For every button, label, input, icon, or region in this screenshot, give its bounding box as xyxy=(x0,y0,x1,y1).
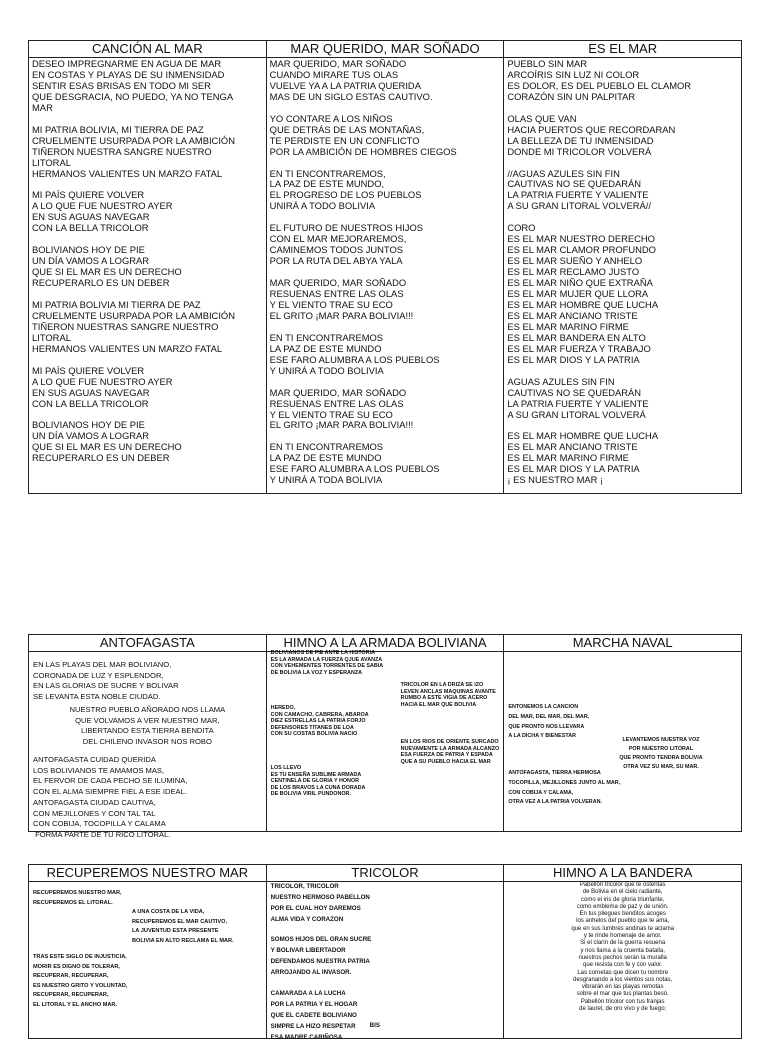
recuperemos-verse-2: A UNA COSTA DE LA VIDA, RECUPEREMOS EL MAR CAUTIVO, LA JUVENTUD ESTA PRESENTE BOLIVIA EN ALTO RECLAMA EL MAR. xyxy=(132,909,234,944)
header-antofagasta: ANTOFAGASTA xyxy=(29,635,267,651)
es-el-mar-lyrics: PUEBLO SIN MAR ARCOÍRIS SIN LUZ NI COLOR ES DOLOR, ES DEL PUEBLO EL CLAMOR CORAZÓN SIN UN PALPITAR OLAS QUE VAN HACIA PUERTOS QUE RECORDARAN LA BELLEZA DE TU INMENSIDAD DONDE MI TRICOLOR VOLVERÁ //AGUAS AZULES SIN FIN CAUTIVAS NO SE QUEDARÁN LA PATRIA FUERTE Y VALIENTE A SU GRAN LITORAL VOLVERÁ// CORO ES EL MAR NUESTRO DERECHO ES EL MAR CLAMOR PROFUNDO ES EL MAR SUEÑO Y ANHELO ES EL MAR RECLAMO JUSTO ES EL MAR NIÑO QUE EXTRAÑA ES EL MAR MUJER QUE LLORA ES EL MAR HOMBRE QUE LUCHA ES EL MAR ANCIANO TRISTE ES EL MAR MARINO FIRME ES EL MAR BANDERA EN ALTO ES EL MAR FUERZA Y TRABAJO ES EL MAR DIOS Y LA PATRIA AGUAS AZULES SIN FIN CAUTIVAS NO SE QUEDARÁN LA PATRIA FUERTE Y VALIENTE A SU GRAN LITORAL VOLVERÁ ES EL MAR HOMBRE QUE LUCHA ES EL MAR ANCIANO TRISTE ES EL MAR MARINO FIRME ES EL MAR DIOS Y LA PATRIA ¡ ES NUESTRO MAR ¡ xyxy=(507,58,692,486)
header-cancion-al-mar: CANCIÓN AL MAR xyxy=(29,41,267,57)
armada-verse-1: BOLIVIANOS DE PIE ANTE LA HISTORIA ES LA ARMADA LA FUERZA QJUE AVANZA CON VEHEMENTES TORRENTES DE SABIA DE BOLIVIA LA VOZ Y ESPERANZA xyxy=(270,650,384,676)
header-recuperemos: RECUPEREMOS NUESTRO MAR xyxy=(29,865,267,881)
armada-verse-3: HEREDO. CON CAMACHO, CABRERA, ABAROA DIEZ ESTRELLAS LA PATRIA FORJO DEFENSORES TITANES DE LOA CON SU COSTAS BOLIVIA NACIO xyxy=(270,705,369,738)
recuperemos-verse-3: TRAS ESTE SIGLO DE INJUSTICIA, MORIR ES DIGNO DE TOLERAR, RECUPERAR, RECUPERAR, ES NUESTRO GRITO Y VOLUNTAD, RECUPERAR, RECUPERAR, EL LITORAL Y EL ANCHO MAR. xyxy=(33,954,128,1008)
header-himno-bandera: HIMNO A LA BANDERA xyxy=(552,865,693,880)
recuperemos-lyrics xyxy=(29,882,267,1039)
antofagasta-lyrics xyxy=(29,652,267,839)
table3-body-row xyxy=(29,882,741,1039)
armada-verse-4: EN LOS RIOS DE ORIENTE SURCADO NUEVAMENTE LA ARMADA ALCANZO ESA FUERZA DE PATRIA Y ESPADA QUE A SU PUEBLO HACIA EL MAR xyxy=(400,739,500,765)
header-marcha-naval: MARCHA NAVAL xyxy=(572,635,673,650)
lyrics-table-1 xyxy=(28,40,742,494)
himno-armada-lyrics xyxy=(267,652,505,832)
header-tricolor: TRICOLOR xyxy=(267,865,505,881)
tricolor-verse-1: TRICOLOR, TRICOLOR NUESTRO HERMOSO PABELLON POR EL CUAL HOY DAREMOS ALMA VIDA Y CORAZON xyxy=(270,883,370,923)
marcha-naval-lyrics xyxy=(504,652,741,832)
armada-verse-5: LOS LLEVO ES TU ENSEÑA SUBLIME ARMADA CENTINELA DE GLORIA Y HONOR DE LOS BRAVOS LA CUNA DORADA DE BOLIVIA VIRIL PUNDONOR. xyxy=(270,765,366,798)
table2-body-row xyxy=(29,650,741,839)
armada-verse-2: TRICOLOR EN LA DRIZA SE IZO LEVEN ANCLAS MAQUINAS AVANTE RUMBO A ESTE VIGIA DE ACERO HACIA EL MAR QUE BOLIVIA xyxy=(400,682,496,708)
table1-body-row xyxy=(29,58,741,494)
mar-querido-lyrics: MAR QUERIDO, MAR SOÑADO CUANDO MIRARE TUS OLAS VUELVE YA A LA PATRIA QUERIDA MAS DE UN SIGLO ESTAS CAUTIVO. YO CONTARE A LOS NIÑOS QUE DETRÁS DE LAS MONTAÑAS, TE PERDISTE EN UN CONFLICTO POR LA AMBICIÓN DE HOMBRES CIEGOS EN TI ENCONTRAREMOS, LA PAZ DE ESTE MUNDO, EL PROGRESO DE LOS PUEBLOS UNIRÁ A TODO BOLIVIA EL FUTURO DE NUESTROS HIJOS CON EL MAR MEJORAREMOS, CAMINEMOS TODOS JUNTOS POR LA RUTA DEL ABYA YALA MAR QUERIDO, MAR SOÑADO RESUENAS ENTRE LAS OLAS Y EL VIENTO TRAE SU ECO EL GRITO ¡MAR PARA BOLIVIA!!! EN TI ENCONTRAREMOS LA PAZ DE ESTE MUNDO ESE FARO ALUMBRA A LOS PUEBLOS Y UNIRÁ A TODO BOLIVIA MAR QUERIDO, MAR SOÑADO RESUENAS ENTRE LAS OLAS Y EL VIENTO TRAE SU ECO EL GRITO ¡MAR PARA BOLIVIA!!! EN TI ENCONTRAREMOS LA PAZ DE ESTE MUNDO ESE FARO ALUMBRA A LOS PUEBLOS Y UNIRÁ A TODA BOLIVIA xyxy=(267,58,505,494)
table3-header-row xyxy=(29,865,741,882)
marcha-verse-2: LEVANTEMOS NUESTRA VOZ POR NUESTRO LITORAL QUE PRONTO TENDRA BOLIVIA OTRA VEZ SU MAR, SU MAR. xyxy=(619,737,703,770)
antofagasta-verse-4: ANTOFAGASTA CIUDAD CAUTIVA, CON MEJILLONES Y CON TAL TAL CON COBIJA, TOCOPILLA Y CALAMA FORMA PARTE DE TU RICO LITORAL. xyxy=(33,798,171,839)
himno-bandera-text: Pabellón tricolor que te ostentas de Bolivia en el cielo radiante, como el iris de gloria triunfante, como emblema de paz y de unión. En tus pliegues benditos acoges los anhelos del pueblo que te ama, que en sus lumbres andinas te aclama y te rinde homenaje de amor. Si el clarín de la guerra resuena y nos llama a la cruenta batalla, nuestros pechos serán la muralla que resista con fe y con valor. Las cornetas que dicen tu nombre desgranando a los vientos sus notas, vibrarán en las playas remotas sobre el mar que tus plantas besó. Pabellón tricolor con tus franjas de laurel, de oro vivo y de fuego; xyxy=(571,882,675,1013)
antofagasta-verse-1: EN LAS PLAYAS DEL MAR BOLIVIANO, CORONADA DE LUZ Y ESPLENDOR, EN LAS GLORIAS DE SUCRE Y BOLIVAR SE LEVANTA ESTA NOBLE CIUDAD. xyxy=(33,660,179,701)
himno-bandera-lyrics xyxy=(504,882,741,1039)
tricolor-bis-label: BIS xyxy=(369,1022,380,1029)
table1-header-row xyxy=(29,41,741,58)
lyrics-table-2 xyxy=(28,634,742,839)
cancion-al-mar-lyrics: DESEO IMPREGNARME EN AGUA DE MAR EN COSTAS Y PLAYAS DE SU INMENSIDAD SENTIR ESAS BRISAS EN TODO MI SER QUE DESGRACIA, NO PUEDO, YA NO TENGA MAR MI PATRIA BOLIVIA, MI TIERRA DE PAZ CRUELMENTE USURPADA POR LA AMBICIÓN TIÑERON NUESTRA SANGRE NUESTRO LITORAL HERMANOS VALIENTES UN MARZO FATAL MI PAÍS QUIERE VOLVER A LO QUE FUE NUESTRO AYER EN SUS AGUAS NAVEGAR CON LA BELLA TRICOLOR BOLIVIANOS HOY DE PIE UN DÍA VAMOS A LOGRAR QUE SI EL MAR ES UN DERECHO RECUPERARLO ES UN DEBER MI PATRIA BOLIVIA MI TIERRA DE PAZ CRUELMENTE USURPADA POR LA AMBICIÓN TIÑERON NUESTRAS SANGRE NUESTRO LITORAL HERMANOS VALIENTES UN MARZO FATAL MI PAÍS QUIERE VOLVER A LO QUE FUE NUESTRO AYER EN SUS AGUAS NAVEGAR CON LA BELLA TRICOLOR BOLIVIANOS HOY DE PIE UN DÍA VAMOS A LOGRAR QUE SI EL MAR ES UN DERECHO RECUPERARLO ES UN DEBER xyxy=(29,58,267,494)
lyrics-table-3 xyxy=(28,864,742,1039)
antofagasta-verse-3: ANTOFAGASTA CUIDAD QUERIDA LOS BOLIVIANOS TE AMAMOS MAS, EL FERVOR DE CADA PECHO SE ILUMINA, CON EL ALMA SIEMPRE FIEL A ESE IDEAL. xyxy=(33,755,188,796)
antofagasta-verse-2: NUESTRO PUEBLO AÑORADO NOS LLAMA QUE VOLVAMOS A VER NUESTRO MAR, LIBERTANDO ESTA TIERRA BENDITA DEL CHILENO INVASOR NOS ROBO xyxy=(69,705,226,746)
header-himno-armada: HIMNO A LA ARMADA BOLIVIANA xyxy=(267,635,505,651)
tricolor-verse-2: SOMOS HIJOS DEL GRAN SUCRE Y BOLIVAR LIBERTADOR DEFENDAMOS NUESTRA PATRIA ARROJANDO AL INVASOR. xyxy=(270,936,372,976)
header-mar-querido: MAR QUERIDO, MAR SOÑADO xyxy=(267,41,505,57)
tricolor-verse-3: CAMARADA A LA LUCHA POR LA PATRIA Y EL HOGAR QUE EL CADETE BOLIVIANO SIMPRE LA HIZO RESPETAR ESA MADRE CARIÑOSA xyxy=(270,990,358,1041)
marcha-verse-3: ANTOFAGASTA, TIERRA HERMOSA TOCOPILLA, MEJILLONES JUNTO AL MAR, CON COBIJA Y CALAMA, OTRA VEZ A LA PATRIA VOLVERAN. xyxy=(508,770,621,806)
marcha-verse-1: ENTONEMOS LA CANCION DEL MAR, DEL MAR, DEL MAR, QUE PRONTO NOS LLEVARA A LA DICHA Y BIENESTAR xyxy=(508,704,590,740)
recuperemos-verse-1: RECUPEREMOS NUESTRO MAR, RECUPEREMOS EL LITORAL. xyxy=(33,890,122,906)
tricolor-lyrics xyxy=(267,882,505,1039)
header-es-el-mar: ES EL MAR xyxy=(588,41,658,56)
table2-header-row xyxy=(29,635,741,652)
